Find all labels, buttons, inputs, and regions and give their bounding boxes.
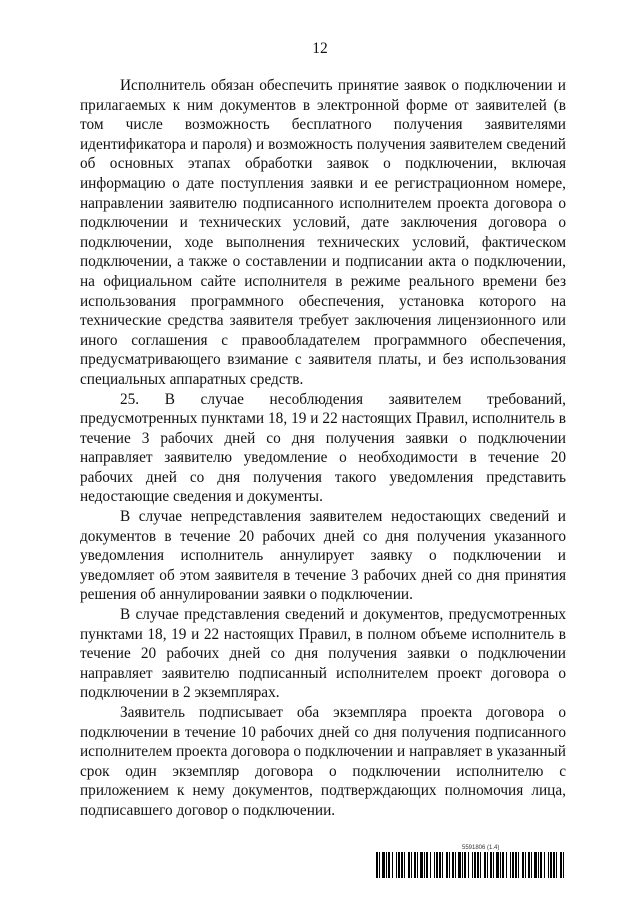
barcode-bar	[544, 852, 545, 878]
paragraph: Заявитель подписывает оба экземпляра проекта договора о подключении в течение 10 рабочих дней со дня получения подписанного исполнителем проекта договора о подключении и направляет в указанный срок один экземпляр договора о подключении исполнителю с приложением к нему документов, подтверждающих полномочия лица, подписавшего договор о подключении.	[80, 704, 566, 819]
barcode-bar	[538, 852, 539, 878]
barcode-bar	[531, 852, 532, 878]
barcode-bar	[392, 852, 393, 878]
paragraph: Исполнитель обязан обеспечить принятие заявок о подключении и прилагаемых к ним документов в электронной форме от заявителей (в том числе возможность бесплатного получения заявителями идентификатора и пароля) и возможность получения заявителем сведений об основных этапах обработки заявок о подключении, включая информацию о дате поступления заявки и ее регистрационном номере, направлении заявителю подписанного исполнителем проекта договора о подключении и технических условий, дате заключения договора о подключении, ходе выполнения технических условий, фактическом подключении, а также о составлении и подписании акта о подключении, на официальном сайте исполнителя в режиме реального времени без использования программного обеспечения, установка которого на технические средства заявителя требует заключения лицензионного или иного соглашения с правообладателем программного обеспечения, предусматривающего взимание с заявителя платы, и без использования специальных аппаратных средств.	[80, 77, 566, 388]
barcode-bar	[506, 852, 507, 878]
barcode-bar	[458, 852, 461, 878]
barcode-bar	[401, 852, 403, 878]
barcode-bar	[528, 852, 530, 878]
barcode-bar	[525, 852, 526, 878]
barcode-bar	[404, 852, 405, 878]
barcode-bar	[490, 852, 492, 878]
barcode-bar	[462, 852, 463, 878]
barcode-bar	[540, 852, 542, 878]
barcode-bar	[477, 852, 479, 878]
barcode-bar	[515, 852, 517, 878]
barcode-bar	[502, 852, 504, 878]
barcode-bar	[434, 852, 435, 878]
barcode-bar	[480, 852, 481, 878]
barcode-bar	[376, 852, 378, 878]
barcode-bar	[396, 852, 397, 878]
barcode-bar	[518, 852, 519, 878]
barcode-bar	[487, 852, 488, 878]
barcode-bar	[464, 852, 466, 878]
barcode-bar	[493, 852, 494, 878]
paragraph: В случае непредставления заявителем недостающих сведений и документов в течение 20 рабочих дней со дня получения указанного уведомления исполнитель аннулирует заявку о подключении и уведомляет об этом заявителя в течение 3 рабочих дней со дня принятия решения об аннулировании заявки о подключении.	[80, 508, 566, 604]
barcode-bar	[424, 852, 425, 878]
barcode-bar	[379, 852, 380, 878]
barcode-bar	[446, 852, 448, 878]
barcode-bar	[510, 852, 511, 878]
paragraph: 25. В случае несоблюдения заявителем требований, предусмотренных пунктами 18, 19 и 22 настоящих Правил, исполнитель в течение 3 рабочих дней со дня получения заявки о подключении направляет заявителю уведомление о необходимости в течение 20 рабочих дней со дня получения такого уведомления представить недостающие сведения и документы.	[80, 390, 566, 506]
barcode-bar	[474, 852, 476, 878]
document-body	[80, 76, 566, 821]
barcode-bar	[411, 852, 412, 878]
barcode-bar	[500, 852, 501, 878]
barcode-bar	[398, 852, 400, 878]
barcode-bar	[560, 852, 562, 878]
barcode-bar	[417, 852, 418, 878]
barcode-bar	[430, 852, 431, 878]
barcode-bar	[472, 852, 473, 878]
barcode-bar	[468, 852, 469, 878]
barcode-bar	[439, 852, 441, 878]
barcode-bar	[522, 852, 524, 878]
barcode-bar	[452, 852, 454, 878]
paragraph: В случае представления сведений и документов, предусмотренных пунктами 18, 19 и 22 настоящих Правил, в полном объеме исполнитель в течение 20 рабочих дней со дня получения заявки о подключении направляет заявителю подписанный исполнителем проект договора о подключении в 2 экземплярах.	[80, 606, 566, 702]
barcode-bar	[426, 852, 428, 878]
barcode-id: 5591806 (1.4)	[462, 845, 500, 851]
barcode-bar	[414, 852, 416, 878]
page-number: 12	[312, 40, 328, 57]
barcode-bar	[386, 852, 387, 878]
barcode-bar	[548, 852, 549, 878]
barcode-bar	[563, 852, 564, 878]
barcode-bar	[496, 852, 499, 878]
barcode-image	[376, 852, 566, 878]
barcode-bar	[382, 852, 385, 878]
barcode-bar	[408, 852, 410, 878]
barcode-bar	[534, 852, 537, 878]
barcode-bar	[436, 852, 438, 878]
barcode-bar	[556, 852, 557, 878]
barcode-bar	[449, 852, 450, 878]
barcode-bar	[455, 852, 456, 878]
barcode-bar	[550, 852, 552, 878]
barcode-bar	[442, 852, 443, 878]
barcode-bar	[420, 852, 423, 878]
barcode-bar	[553, 852, 555, 878]
barcode-bar	[512, 852, 514, 878]
barcode-bar	[484, 852, 486, 878]
barcode-bar	[388, 852, 390, 878]
